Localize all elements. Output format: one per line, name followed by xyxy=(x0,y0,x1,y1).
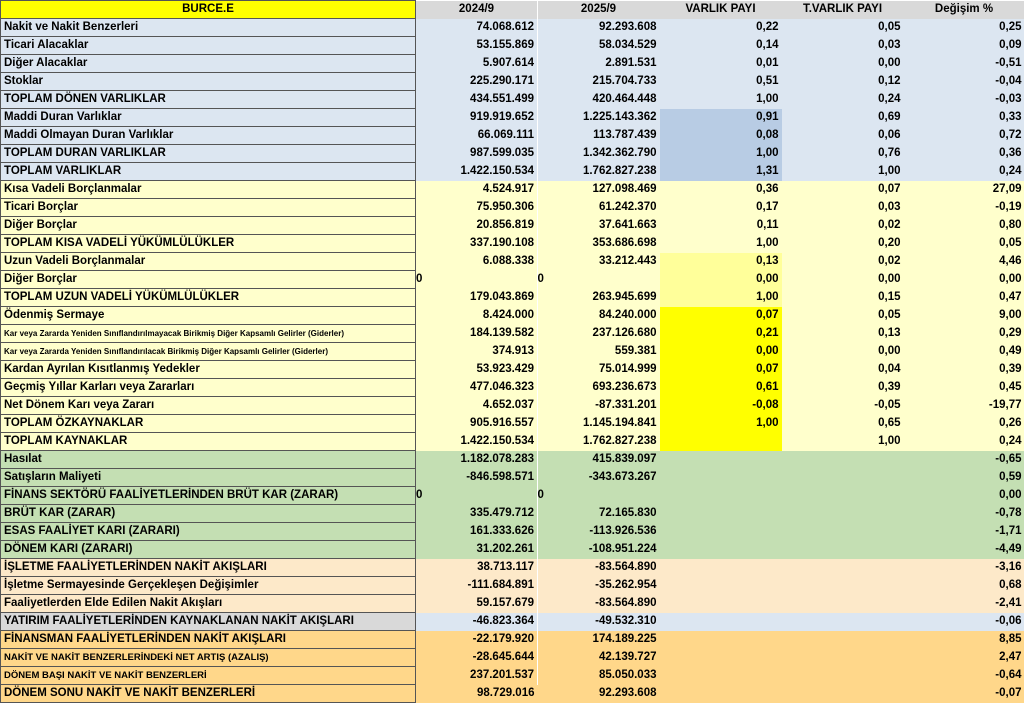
row-label: TOPLAM ÖZKAYNAKLAR xyxy=(1,415,416,433)
value-2025: -83.564.890 xyxy=(538,595,660,613)
varlik-payi: 0,13 xyxy=(660,253,782,271)
degisim: 0,49 xyxy=(904,343,1024,361)
varlik-payi: 0,07 xyxy=(660,307,782,325)
value-2024: -846.598.571 xyxy=(416,469,538,487)
t-varlik-payi: 0,00 xyxy=(782,271,904,289)
row-label: DÖNEM BAŞI NAKİT VE NAKİT BENZERLERİ xyxy=(1,667,416,685)
varlik-payi: 1,00 xyxy=(660,235,782,253)
value-2024: -28.645.644 xyxy=(416,649,538,667)
varlik-payi: 1,00 xyxy=(660,289,782,307)
t-varlik-payi: 0,20 xyxy=(782,235,904,253)
value-2025: -113.926.536 xyxy=(538,523,660,541)
row-label: TOPLAM KISA VADELİ YÜKÜMLÜLÜKLER xyxy=(1,235,416,253)
value-2024: 1.422.150.534 xyxy=(416,433,538,451)
varlik-payi: 1,00 xyxy=(660,145,782,163)
table-row xyxy=(1,541,1024,559)
varlik-payi: 0,08 xyxy=(660,127,782,145)
varlik-payi xyxy=(660,451,782,469)
value-2024: 987.599.035 xyxy=(416,145,538,163)
varlik-payi: 0,14 xyxy=(660,37,782,55)
varlik-payi: 0,51 xyxy=(660,73,782,91)
value-2024: 6.088.338 xyxy=(416,253,538,271)
value-2025: 113.787.439 xyxy=(538,127,660,145)
varlik-payi xyxy=(660,487,782,505)
varlik-payi: 0,36 xyxy=(660,181,782,199)
t-varlik-payi: 0,05 xyxy=(782,307,904,325)
table-row xyxy=(1,379,1024,397)
degisim: 0,68 xyxy=(904,577,1024,595)
degisim: 0,05 xyxy=(904,235,1024,253)
value-2025: 85.050.033 xyxy=(538,667,660,685)
header-2025: 2025/9 xyxy=(538,1,660,19)
t-varlik-payi xyxy=(782,649,904,667)
value-2024: -46.823.364 xyxy=(416,613,538,631)
value-2025: 33.212.443 xyxy=(538,253,660,271)
value-2024: 335.479.712 xyxy=(416,505,538,523)
degisim: 9,00 xyxy=(904,307,1024,325)
value-2025: 215.704.733 xyxy=(538,73,660,91)
value-2024: 75.950.306 xyxy=(416,199,538,217)
t-varlik-payi: 0,00 xyxy=(782,343,904,361)
value-2024: 38.713.117 xyxy=(416,559,538,577)
degisim: -19,77 xyxy=(904,397,1024,415)
row-label: Ödenmiş Sermaye xyxy=(1,307,416,325)
table-row xyxy=(1,451,1024,469)
varlik-payi xyxy=(660,469,782,487)
value-2024: 161.333.626 xyxy=(416,523,538,541)
row-label: Satışların Maliyeti xyxy=(1,469,416,487)
table-row xyxy=(1,469,1024,487)
value-2024: 8.424.000 xyxy=(416,307,538,325)
degisim: -3,16 xyxy=(904,559,1024,577)
value-2025: -49.532.310 xyxy=(538,613,660,631)
company-name-header: BURCE.E xyxy=(1,1,416,19)
value-2024: 0 xyxy=(416,487,538,505)
t-varlik-payi xyxy=(782,469,904,487)
value-2024: 59.157.679 xyxy=(416,595,538,613)
header-2024: 2024/9 xyxy=(416,1,538,19)
value-2025: 42.139.727 xyxy=(538,649,660,667)
value-2025: 84.240.000 xyxy=(538,307,660,325)
value-2024: 74.068.612 xyxy=(416,19,538,37)
varlik-payi: 0,11 xyxy=(660,217,782,235)
row-label: TOPLAM DÖNEN VARLIKLAR xyxy=(1,91,416,109)
value-2024: 31.202.261 xyxy=(416,541,538,559)
value-2025: 263.945.699 xyxy=(538,289,660,307)
varlik-payi xyxy=(660,649,782,667)
degisim: 0,80 xyxy=(904,217,1024,235)
t-varlik-payi xyxy=(782,685,904,703)
table-row xyxy=(1,649,1024,667)
table-row xyxy=(1,199,1024,217)
table-row xyxy=(1,613,1024,631)
table-row xyxy=(1,343,1024,361)
value-2025: 1.145.194.841 xyxy=(538,415,660,433)
value-2024: 225.290.171 xyxy=(416,73,538,91)
value-2025: 72.165.830 xyxy=(538,505,660,523)
degisim: -0,04 xyxy=(904,73,1024,91)
varlik-payi xyxy=(660,667,782,685)
value-2024: 919.919.652 xyxy=(416,109,538,127)
row-label: Hasılat xyxy=(1,451,416,469)
row-label: İŞLETME FAALİYETLERİNDEN NAKİT AKIŞLARI xyxy=(1,559,416,577)
value-2025: 1.762.827.238 xyxy=(538,433,660,451)
value-2025: 127.098.469 xyxy=(538,181,660,199)
degisim: -0,64 xyxy=(904,667,1024,685)
value-2025: 693.236.673 xyxy=(538,379,660,397)
degisim: 0,45 xyxy=(904,379,1024,397)
value-2025: 61.242.370 xyxy=(538,199,660,217)
varlik-payi xyxy=(660,523,782,541)
row-label: Diğer Borçlar xyxy=(1,271,416,289)
table-row xyxy=(1,109,1024,127)
table-row xyxy=(1,73,1024,91)
varlik-payi xyxy=(660,541,782,559)
value-2025: 58.034.529 xyxy=(538,37,660,55)
varlik-payi: 0,91 xyxy=(660,109,782,127)
degisim: -0,78 xyxy=(904,505,1024,523)
t-varlik-payi: 0,69 xyxy=(782,109,904,127)
t-varlik-payi xyxy=(782,559,904,577)
table-row xyxy=(1,559,1024,577)
value-2024: 184.139.582 xyxy=(416,325,538,343)
varlik-payi: 0,07 xyxy=(660,361,782,379)
varlik-payi: 1,00 xyxy=(660,415,782,433)
value-2025: -108.951.224 xyxy=(538,541,660,559)
t-varlik-payi xyxy=(782,631,904,649)
row-label: Diğer Alacaklar xyxy=(1,55,416,73)
value-2025: 1.225.143.362 xyxy=(538,109,660,127)
t-varlik-payi xyxy=(782,577,904,595)
header-degisim: Değişim % xyxy=(904,1,1024,19)
row-label: Uzun Vadeli Borçlanmalar xyxy=(1,253,416,271)
row-label: NAKİT VE NAKİT BENZERLERİNDEKİ NET ARTIŞ (AZALIŞ) xyxy=(1,649,416,667)
varlik-payi: 1,00 xyxy=(660,91,782,109)
row-label: DÖNEM SONU NAKİT VE NAKİT BENZERLERİ xyxy=(1,685,416,703)
degisim: -0,07 xyxy=(904,685,1024,703)
row-label: Geçmiş Yıllar Karları veya Zararları xyxy=(1,379,416,397)
table-row xyxy=(1,577,1024,595)
t-varlik-payi: 0,00 xyxy=(782,55,904,73)
degisim: -0,19 xyxy=(904,199,1024,217)
value-2024: 237.201.537 xyxy=(416,667,538,685)
value-2025: -35.262.954 xyxy=(538,577,660,595)
table-row xyxy=(1,253,1024,271)
value-2024: 337.190.108 xyxy=(416,235,538,253)
table-row xyxy=(1,595,1024,613)
table-row xyxy=(1,361,1024,379)
value-2025: -83.564.890 xyxy=(538,559,660,577)
value-2024: 4.652.037 xyxy=(416,397,538,415)
row-label: Ticari Alacaklar xyxy=(1,37,416,55)
t-varlik-payi: 0,65 xyxy=(782,415,904,433)
value-2024: 20.856.819 xyxy=(416,217,538,235)
varlik-payi xyxy=(660,595,782,613)
t-varlik-payi: 1,00 xyxy=(782,163,904,181)
t-varlik-payi: 0,05 xyxy=(782,19,904,37)
value-2025: 353.686.698 xyxy=(538,235,660,253)
table-row xyxy=(1,181,1024,199)
row-label: YATIRIM FAALİYETLERİNDEN KAYNAKLANAN NAKİT AKIŞLARI xyxy=(1,613,416,631)
t-varlik-payi xyxy=(782,613,904,631)
value-2024: 374.913 xyxy=(416,343,538,361)
degisim: -0,51 xyxy=(904,55,1024,73)
row-label: FİNANSMAN FAALİYETLERİNDEN NAKİT AKIŞLARI xyxy=(1,631,416,649)
value-2024: 5.907.614 xyxy=(416,55,538,73)
table-row xyxy=(1,19,1024,37)
value-2024: 53.923.429 xyxy=(416,361,538,379)
varlik-payi: 0,22 xyxy=(660,19,782,37)
value-2025: 415.839.097 xyxy=(538,451,660,469)
degisim: -4,49 xyxy=(904,541,1024,559)
degisim: 0,72 xyxy=(904,127,1024,145)
row-label: ESAS FAALİYET KARI (ZARARI) xyxy=(1,523,416,541)
value-2024: 4.524.917 xyxy=(416,181,538,199)
degisim: 27,09 xyxy=(904,181,1024,199)
degisim: 0,24 xyxy=(904,433,1024,451)
row-label: TOPLAM VARLIKLAR xyxy=(1,163,416,181)
value-2025: 37.641.663 xyxy=(538,217,660,235)
value-2024: 66.069.111 xyxy=(416,127,538,145)
t-varlik-payi xyxy=(782,595,904,613)
value-2025: 174.189.225 xyxy=(538,631,660,649)
t-varlik-payi xyxy=(782,451,904,469)
row-label: Maddi Duran Varlıklar xyxy=(1,109,416,127)
degisim: 0,26 xyxy=(904,415,1024,433)
t-varlik-payi xyxy=(782,523,904,541)
header-row xyxy=(1,1,1024,19)
varlik-payi xyxy=(660,559,782,577)
t-varlik-payi xyxy=(782,487,904,505)
varlik-payi xyxy=(660,685,782,703)
degisim: -0,06 xyxy=(904,613,1024,631)
table-row xyxy=(1,145,1024,163)
t-varlik-payi: 0,76 xyxy=(782,145,904,163)
value-2024: 1.182.078.283 xyxy=(416,451,538,469)
table-row xyxy=(1,235,1024,253)
varlik-payi: 0,61 xyxy=(660,379,782,397)
t-varlik-payi: 0,39 xyxy=(782,379,904,397)
table-row xyxy=(1,523,1024,541)
value-2024: 905.916.557 xyxy=(416,415,538,433)
table-row xyxy=(1,415,1024,433)
value-2024: -111.684.891 xyxy=(416,577,538,595)
value-2025: -343.673.267 xyxy=(538,469,660,487)
value-2025: 0 xyxy=(538,271,660,289)
degisim: 0,29 xyxy=(904,325,1024,343)
value-2024: 53.155.869 xyxy=(416,37,538,55)
row-label: Nakit ve Nakit Benzerleri xyxy=(1,19,416,37)
t-varlik-payi xyxy=(782,541,904,559)
row-label: İşletme Sermayesinde Gerçekleşen Değişimler xyxy=(1,577,416,595)
degisim: -1,71 xyxy=(904,523,1024,541)
degisim: 0,33 xyxy=(904,109,1024,127)
value-2025: -87.331.201 xyxy=(538,397,660,415)
t-varlik-payi: 0,02 xyxy=(782,217,904,235)
table-row xyxy=(1,397,1024,415)
value-2025: 75.014.999 xyxy=(538,361,660,379)
degisim: 8,85 xyxy=(904,631,1024,649)
value-2024: 477.046.323 xyxy=(416,379,538,397)
value-2025: 420.464.448 xyxy=(538,91,660,109)
value-2025: 92.293.608 xyxy=(538,19,660,37)
table-row xyxy=(1,667,1024,685)
row-label: BRÜT KAR (ZARAR) xyxy=(1,505,416,523)
value-2025: 559.381 xyxy=(538,343,660,361)
row-label: Stoklar xyxy=(1,73,416,91)
degisim: 0,24 xyxy=(904,163,1024,181)
varlik-payi: -0,08 xyxy=(660,397,782,415)
row-label: Maddi Olmayan Duran Varlıklar xyxy=(1,127,416,145)
t-varlik-payi xyxy=(782,667,904,685)
degisim: -2,41 xyxy=(904,595,1024,613)
degisim: 0,47 xyxy=(904,289,1024,307)
degisim: 0,59 xyxy=(904,469,1024,487)
value-2025: 1.342.362.790 xyxy=(538,145,660,163)
table-row xyxy=(1,91,1024,109)
value-2025: 1.762.827.238 xyxy=(538,163,660,181)
degisim: 0,36 xyxy=(904,145,1024,163)
degisim: 4,46 xyxy=(904,253,1024,271)
t-varlik-payi: 0,07 xyxy=(782,181,904,199)
table-row xyxy=(1,505,1024,523)
degisim: 0,39 xyxy=(904,361,1024,379)
row-label: TOPLAM DURAN VARLIKLAR xyxy=(1,145,416,163)
value-2025: 0 xyxy=(538,487,660,505)
varlik-payi xyxy=(660,631,782,649)
value-2025: 237.126.680 xyxy=(538,325,660,343)
table-row xyxy=(1,217,1024,235)
varlik-payi: 1,31 xyxy=(660,163,782,181)
row-label: Kar veya Zararda Yeniden Sınıflandırılacak Birikmiş Diğer Kapsamlı Gelirler (Giderler) xyxy=(1,343,416,361)
table-row xyxy=(1,685,1024,703)
value-2024: 98.729.016 xyxy=(416,685,538,703)
degisim: 0,00 xyxy=(904,487,1024,505)
varlik-payi xyxy=(660,613,782,631)
value-2025: 2.891.531 xyxy=(538,55,660,73)
varlik-payi xyxy=(660,505,782,523)
varlik-payi: 0,21 xyxy=(660,325,782,343)
t-varlik-payi: 0,12 xyxy=(782,73,904,91)
row-label: FİNANS SEKTÖRÜ FAALİYETLERİNDEN BRÜT KAR (ZARAR) xyxy=(1,487,416,505)
row-label: DÖNEM KARI (ZARARI) xyxy=(1,541,416,559)
table-row xyxy=(1,163,1024,181)
t-varlik-payi: 0,15 xyxy=(782,289,904,307)
table-row xyxy=(1,37,1024,55)
degisim: -0,03 xyxy=(904,91,1024,109)
row-label: Kar veya Zararda Yeniden Sınıflandırılmayacak Birikmiş Diğer Kapsamlı Gelirler (Giderler) xyxy=(1,325,416,343)
varlik-payi: 0,17 xyxy=(660,199,782,217)
t-varlik-payi: 0,02 xyxy=(782,253,904,271)
table-row xyxy=(1,127,1024,145)
table-row xyxy=(1,271,1024,289)
t-varlik-payi: -0,05 xyxy=(782,397,904,415)
row-label: Faaliyetlerden Elde Edilen Nakit Akışları xyxy=(1,595,416,613)
varlik-payi: 0,00 xyxy=(660,271,782,289)
t-varlik-payi: 0,03 xyxy=(782,199,904,217)
row-label: Kısa Vadeli Borçlanmalar xyxy=(1,181,416,199)
row-label: Net Dönem Karı veya Zararı xyxy=(1,397,416,415)
header-varlik-payi: VARLIK PAYI xyxy=(660,1,782,19)
t-varlik-payi: 0,06 xyxy=(782,127,904,145)
table-row xyxy=(1,433,1024,451)
table-row xyxy=(1,325,1024,343)
t-varlik-payi: 0,24 xyxy=(782,91,904,109)
table-row xyxy=(1,55,1024,73)
varlik-payi: 0,00 xyxy=(660,343,782,361)
degisim: -0,65 xyxy=(904,451,1024,469)
table-row xyxy=(1,289,1024,307)
varlik-payi xyxy=(660,433,782,451)
row-label: TOPLAM KAYNAKLAR xyxy=(1,433,416,451)
table-row xyxy=(1,631,1024,649)
degisim: 0,25 xyxy=(904,19,1024,37)
t-varlik-payi: 1,00 xyxy=(782,433,904,451)
table-row xyxy=(1,307,1024,325)
row-label: Kardan Ayrılan Kısıtlanmış Yedekler xyxy=(1,361,416,379)
t-varlik-payi: 0,04 xyxy=(782,361,904,379)
table-body xyxy=(1,19,1024,703)
value-2024: 179.043.869 xyxy=(416,289,538,307)
t-varlik-payi: 0,13 xyxy=(782,325,904,343)
row-label: TOPLAM UZUN VADELİ YÜKÜMLÜLÜKLER xyxy=(1,289,416,307)
value-2024: 0 xyxy=(416,271,538,289)
t-varlik-payi xyxy=(782,505,904,523)
degisim: 0,00 xyxy=(904,271,1024,289)
t-varlik-payi: 0,03 xyxy=(782,37,904,55)
varlik-payi: 0,01 xyxy=(660,55,782,73)
row-label: Diğer Borçlar xyxy=(1,217,416,235)
value-2024: 434.551.499 xyxy=(416,91,538,109)
value-2024: -22.179.920 xyxy=(416,631,538,649)
degisim: 2,47 xyxy=(904,649,1024,667)
value-2025: 92.293.608 xyxy=(538,685,660,703)
row-label: Ticari Borçlar xyxy=(1,199,416,217)
degisim: 0,09 xyxy=(904,37,1024,55)
header-t-varlik-payi: T.VARLIK PAYI xyxy=(782,1,904,19)
value-2024: 1.422.150.534 xyxy=(416,163,538,181)
table-row xyxy=(1,487,1024,505)
varlik-payi xyxy=(660,577,782,595)
